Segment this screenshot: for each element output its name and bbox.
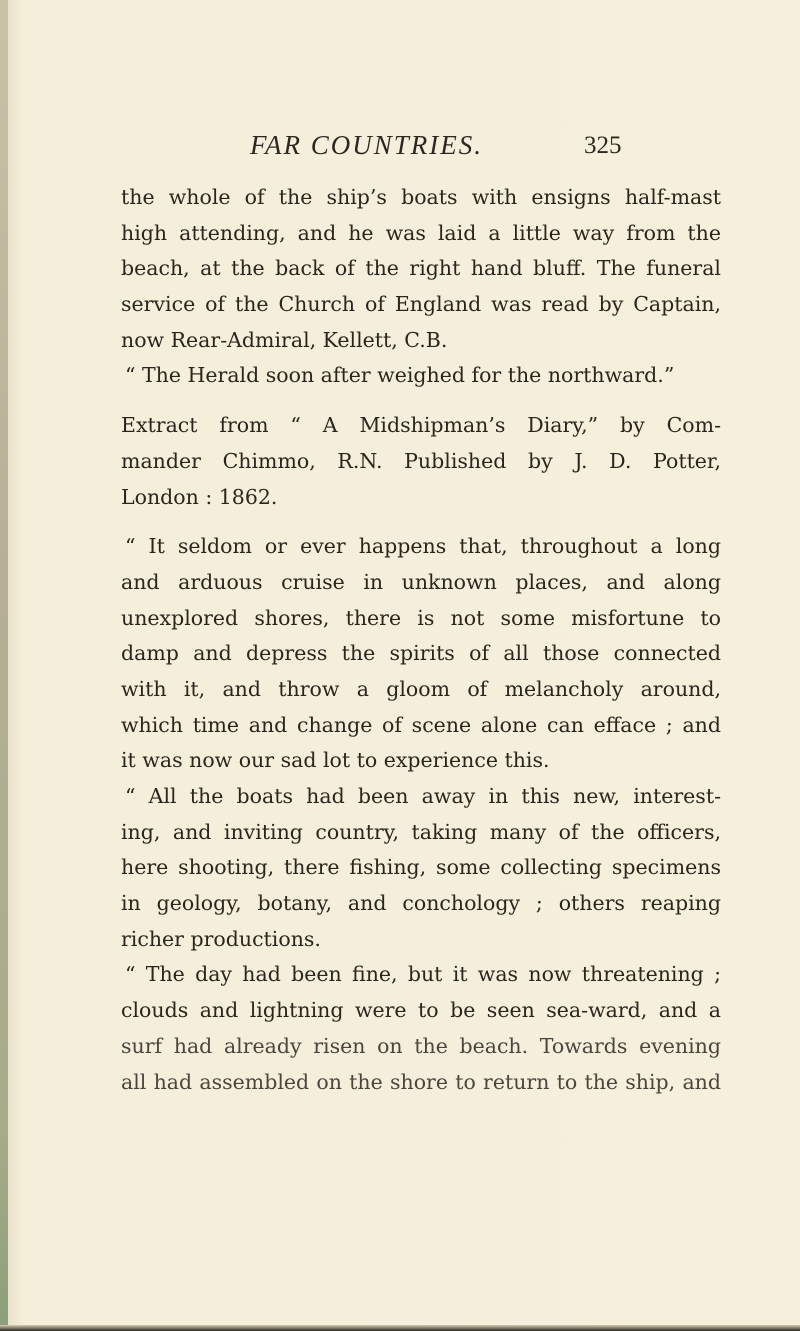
text-line: and arduous cruise in unknown places, and along	[121, 569, 721, 594]
page-spine-shadow	[0, 0, 8, 1331]
paragraph-boats	[121, 779, 721, 957]
page-number: 325	[584, 132, 622, 159]
page-bottom-edge	[0, 1325, 800, 1331]
text-line: damp and depress the spirits of all those connected	[121, 641, 721, 666]
text-line: with it, and throw a gloom of melancholy around,	[121, 676, 721, 701]
body-text	[121, 180, 721, 1100]
page-header	[0, 130, 800, 170]
text-line: London : 1862.	[121, 484, 278, 509]
paragraph-misfortune	[121, 529, 721, 779]
text-line: mander Chimmo, R.N. Published by J. D. Potter,	[121, 448, 721, 473]
text-line: in geology, botany, and conchology ; others reaping	[121, 891, 721, 916]
text-line: unexplored shores, there is not some misfortune to	[121, 605, 721, 630]
running-head: FAR COUNTRIES.	[250, 130, 484, 160]
text-line: the whole of the ship’s boats with ensigns half-mast	[121, 185, 721, 209]
text-line: now Rear-Admiral, Kellett, C.B.	[121, 327, 448, 352]
text-line: all had assembled on the shore to return to the ship, and	[121, 1069, 721, 1094]
text-line: service of the Church of England was read by Captain,	[121, 292, 721, 317]
paragraph-weather	[121, 957, 721, 1100]
text-line: high attending, and he was laid a little way from the	[121, 220, 721, 245]
text-line: richer productions.	[121, 926, 321, 951]
text-line: beach, at the back of the right hand bluff. The funeral	[121, 256, 721, 281]
text-line: “ It seldom or ever happens that, throughout a long	[125, 534, 721, 559]
text-line: “ All the boats had been away in this new, interest-	[125, 784, 721, 808]
text-line: it was now our sad lot to experience this.	[121, 748, 550, 773]
text-line: “ The day had been fine, but it was now threatening ;	[125, 962, 721, 987]
paragraph-extract-source	[121, 408, 721, 515]
text-line: “ The Herald soon after weighed for the northward.”	[125, 363, 675, 388]
text-line: ing, and inviting country, taking many of the officers,	[121, 819, 721, 844]
text-line: Extract from “ A Midshipman’s Diary,” by Com-	[121, 413, 721, 438]
text-line: here shooting, there fishing, some collecting specimens	[121, 855, 721, 880]
text-line: clouds and lightning were to be seen sea-ward, and a	[121, 998, 721, 1023]
text-line: which time and change of scene alone can efface ; and	[121, 712, 721, 737]
text-line: surf had already risen on the beach. Towards evening	[121, 1033, 721, 1058]
paragraph-funeral	[121, 180, 721, 394]
